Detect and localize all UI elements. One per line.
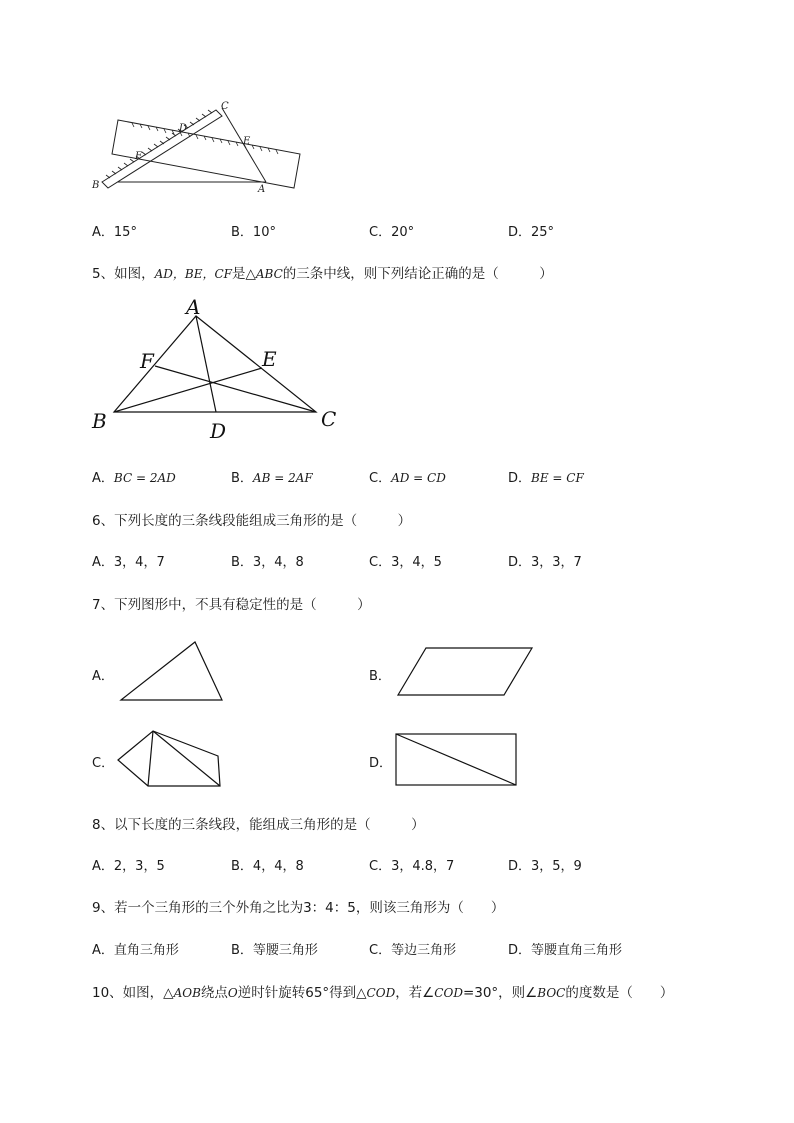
q5-option-c[interactable]: C．AD = CD xyxy=(369,471,446,486)
q5-option-a[interactable]: A．BC = 2AD xyxy=(92,471,176,486)
q6-option-c[interactable]: C．3，4，5 xyxy=(369,555,442,570)
q5-label-f: F xyxy=(140,349,154,373)
q6-option-d[interactable]: D．3，3，7 xyxy=(508,555,582,570)
q4-ruler-figure xyxy=(88,98,308,194)
q7-figure-pentagon xyxy=(116,728,226,790)
q5-label-c: C xyxy=(321,407,337,431)
q4-label-e: E xyxy=(243,136,251,147)
q9-option-d[interactable]: D．等腰直角三角形 xyxy=(508,943,623,958)
q4-label-b: B xyxy=(92,180,100,191)
q7-option-c[interactable]: C． xyxy=(92,756,115,771)
q9-option-b[interactable]: B．等腰三角形 xyxy=(231,943,318,958)
q6-option-b[interactable]: B．3，4，8 xyxy=(231,555,304,570)
q7-option-a[interactable]: A． xyxy=(92,669,114,684)
q7-figure-triangle xyxy=(118,640,226,704)
q7-stem: 7、下列图形中，不具有稳定性的是（ ） xyxy=(92,597,371,613)
q8-stem: 8、以下长度的三条线段，能组成三角形的是（ ） xyxy=(92,817,425,833)
q10-stem: 10、如图，△AOB绕点O逆时针旋转65°得到△COD，若∠COD=30°，则∠BOC的度数是（ ） xyxy=(92,985,674,1001)
q5-stem: 5、如图，AD，BE，CF是△ABC的三条中线，则下列结论正确的是（ ） xyxy=(92,266,553,282)
q5-label-e: E xyxy=(262,347,277,371)
q9-stem: 9、若一个三角形的三个外角之比为3：4：5，则该三角形为（ ） xyxy=(92,900,505,916)
q8-option-b[interactable]: B．4，4，8 xyxy=(231,859,304,874)
q9-option-a[interactable]: A．直角三角形 xyxy=(92,943,179,958)
q5-option-d[interactable]: D．BE = CF xyxy=(508,471,584,486)
q4-label-f: F xyxy=(135,151,142,162)
q4-option-d[interactable]: D．25° xyxy=(508,225,555,240)
q8-option-d[interactable]: D．3，5，9 xyxy=(508,859,582,874)
q8-option-a[interactable]: A．2，3，5 xyxy=(92,859,165,874)
q4-label-d: D xyxy=(179,123,188,134)
q5-label-a: A xyxy=(186,295,201,319)
q4-option-a[interactable]: A．15° xyxy=(92,225,137,240)
q5-median-triangle xyxy=(88,295,348,443)
q5-label-b: B xyxy=(92,409,107,433)
q7-option-b[interactable]: B． xyxy=(369,669,391,684)
q5-label-d: D xyxy=(210,419,227,443)
q6-stem: 6、下列长度的三条线段能组成三角形的是（ ） xyxy=(92,513,412,529)
q7-option-d[interactable]: D． xyxy=(369,756,393,771)
q4-label-c: C xyxy=(221,101,229,112)
q4-option-b[interactable]: B．10° xyxy=(231,225,276,240)
q7-figure-parallelogram xyxy=(396,646,536,698)
q5-option-b[interactable]: B．AB = 2AF xyxy=(231,471,313,486)
q9-option-c[interactable]: C．等边三角形 xyxy=(369,943,457,958)
q4-label-a: A xyxy=(258,184,266,195)
q7-figure-rectangle xyxy=(394,732,518,788)
q4-option-c[interactable]: C．20° xyxy=(369,225,415,240)
q6-option-a[interactable]: A．3，4，7 xyxy=(92,555,165,570)
q8-option-c[interactable]: C．3，4.8，7 xyxy=(369,859,455,874)
